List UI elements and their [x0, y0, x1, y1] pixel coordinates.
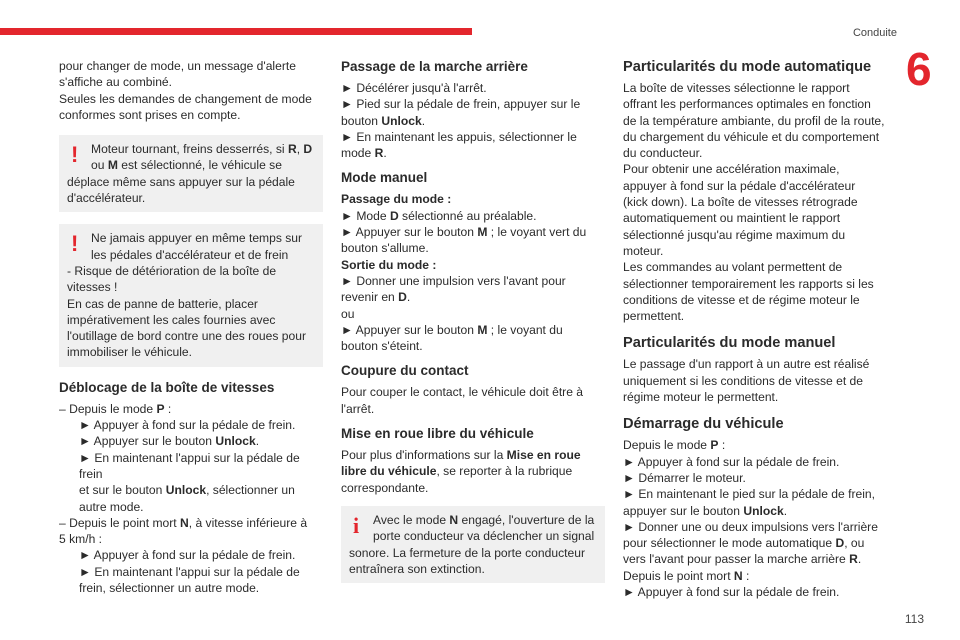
text-line: sélectionner temporairement les rapports si les [623, 276, 874, 291]
text-line: ► Appuyer à fond sur la pédale de frein. [79, 548, 296, 563]
text-line: ► Donner une impulsion vers l'avant pour [341, 273, 566, 288]
text-line: ► Mode D sélectionné au préalable. [341, 208, 537, 223]
text-line: La boîte de vitesses sélectionne le rapport [623, 81, 850, 95]
text-line: pour changer de mode, un message d'alerte [59, 59, 296, 73]
text-line: Les commandes au volant permettent de [623, 260, 843, 275]
text-line: s'affiche au combiné. [59, 75, 173, 90]
text-line: ► En maintenant l'appui sur la pédale de frein [79, 450, 300, 481]
text-line: revenir en D. [341, 290, 411, 305]
text-line: sélectionné jusqu'au régime maximum du [623, 227, 846, 242]
warning-box [59, 224, 323, 366]
info-box [341, 506, 605, 583]
text-line: Depuis le mode P : [623, 438, 726, 453]
section-heading: Particularités du mode automatique [623, 59, 872, 75]
text-line: ou M est sélectionné, le véhicule se [91, 158, 282, 173]
text-line: autre mode. [79, 499, 144, 514]
text-line: ► En maintenant le pied sur la pédale de frein, [623, 487, 875, 502]
section-title: Conduite [852, 27, 897, 39]
text-line: 5 km/h : [59, 532, 103, 547]
text-line: appuyer sur le bouton Unlock. [623, 503, 788, 518]
text-line: l'outillage de bord contre une des roues pour [67, 329, 306, 344]
section-heading: Déblocage de la boîte de vitesses [59, 379, 275, 395]
text-line: ► Appuyer sur le bouton M ; le voyant du [341, 322, 563, 337]
section-heading: Particularités du mode manuel [623, 335, 836, 352]
text-line: libre du véhicule, se reporter à la rubrique [341, 464, 573, 479]
text-line: ► Appuyer à fond sur la pédale de frein. [623, 585, 840, 600]
section-heading: Mode manuel [341, 170, 428, 186]
section-heading: Démarrage du véhicule [623, 416, 784, 433]
text-line: conditions de vitesse et de régime moteur le [623, 292, 860, 307]
text-line: ► Appuyer sur le bouton Unlock. [79, 434, 260, 449]
text-line: bouton s'éteint. [341, 339, 423, 354]
text-line: Pour plus d'informations sur la Mise en roue [341, 448, 581, 463]
text-line: du conducteur. [623, 146, 703, 161]
text-line: Depuis le point mort N : [623, 568, 750, 583]
text-line: correspondante. [341, 480, 429, 495]
text-line: ► Donner une ou deux impulsions vers l'arrière [623, 519, 878, 534]
text-line: déplace même sans appuyer sur la pédale [67, 174, 295, 189]
text-line: ► Décélérer jusqu'à l'arrêt. [341, 81, 487, 95]
text-line: porte conducteur va déclencher un signal [373, 529, 595, 544]
text-line: et sur le bouton Unlock, sélectionner un [79, 483, 295, 498]
text-line: pour sélectionner le mode automatique D, ou [623, 536, 865, 551]
chapter-number: 6 [906, 43, 932, 95]
text-line: moteur. [623, 243, 664, 258]
text-line: immobiliser le véhicule. [67, 345, 193, 360]
text-line: - Risque de détérioration de la boîte de [67, 263, 277, 278]
text-line: ► En maintenant l'appui sur la pédale de [79, 564, 300, 579]
text-line: ► Appuyer sur le bouton M ; le voyant vert du [341, 225, 587, 240]
text-line: Ne jamais appuyer en même temps sur [91, 231, 303, 246]
text-line: l'arrêt. [341, 401, 375, 416]
column-3 [623, 58, 889, 600]
text-line: Seules les demandes de changement de mode [59, 91, 312, 106]
text-line: d'accélérateur. [67, 191, 146, 206]
text-line: – Depuis le point mort N, à vitesse inférieure à [59, 515, 308, 530]
text-line: les pédales d'accélérateur et de frein [91, 247, 289, 262]
text-line: permettent. [623, 309, 685, 324]
text-line: automatiquement ou maintient le rapport [623, 211, 841, 226]
paragraph [623, 80, 889, 324]
warning-exclamation-icon: ! [71, 142, 79, 168]
text-line: (kick down). La boîte de vitesses rétrograde [623, 195, 858, 210]
text-line: ► Appuyer à fond sur la pédale de frein. [623, 454, 840, 469]
text-line: En cas de panne de batterie, placer [67, 296, 258, 311]
text-line: uniquement si les conditions de vitesse et de [623, 373, 864, 388]
text-line: Avec le mode N engagé, l'ouverture de la [373, 512, 595, 527]
text-line: vers l'avant pour passer la marche arrière R. [623, 552, 862, 567]
text-line: ► En maintenant les appuis, sélectionner le [341, 129, 577, 144]
text-line: impérativement les cales fournies avec [67, 312, 276, 327]
column-2 [341, 58, 605, 583]
section-heading: Coupure du contact [341, 363, 469, 379]
text-line: entraînera son extinction. [349, 561, 485, 576]
text-line: Pour obtenir une accélération maximale, [623, 162, 840, 177]
section-heading: Passage de la marche arrière [341, 59, 528, 74]
text-line: Pour couper le contact, le véhicule doit être à [341, 385, 584, 400]
info-icon: i [353, 512, 360, 538]
header-accent-bar [0, 28, 472, 35]
text-line: frein, sélectionner un autre mode. [79, 581, 260, 596]
text-line: mode R. [341, 146, 387, 161]
text-line: bouton Unlock. [341, 113, 426, 128]
text-line: ► Pied sur la pédale de frein, appuyer sur le [341, 97, 581, 112]
text-line: Le passage d'un rapport à un autre est réalisé [623, 357, 870, 372]
column-1 [59, 58, 323, 596]
warning-box [59, 135, 323, 212]
warning-exclamation-icon: ! [71, 231, 79, 257]
text-line: conformes sont prises en compte. [59, 107, 241, 122]
text-line: ► Appuyer à fond sur la pédale de frein. [79, 418, 296, 433]
text-line: Passage du mode : [341, 192, 452, 207]
text-line: bouton s'allume. [341, 241, 429, 256]
page-number: 113 [904, 612, 924, 626]
text-line: offrant les performances optimales en fonction [623, 97, 871, 112]
text-line: ► Démarrer le moteur. [623, 470, 746, 485]
section-heading: Mise en roue libre du véhicule [341, 426, 534, 442]
text-line: régime moteur le permettent. [623, 390, 779, 405]
text-line: de la température ambiante, du profil de la route, [623, 113, 885, 128]
text-line: Sortie du mode : [341, 257, 437, 272]
text-line: sonore. La fermeture de la porte conducteur [349, 545, 585, 560]
text-line: vitesses ! [67, 280, 118, 295]
paragraph [623, 356, 889, 405]
text-line: appuyer à fond sur la pédale d'accélérateur [623, 178, 856, 193]
text-line: – Depuis le mode P : [59, 401, 172, 416]
text-line: Moteur tournant, freins desserrés, si R, D [91, 142, 313, 157]
text-line: du chargement du véhicule et du comportement [623, 129, 880, 144]
text-line: ou [341, 306, 355, 321]
